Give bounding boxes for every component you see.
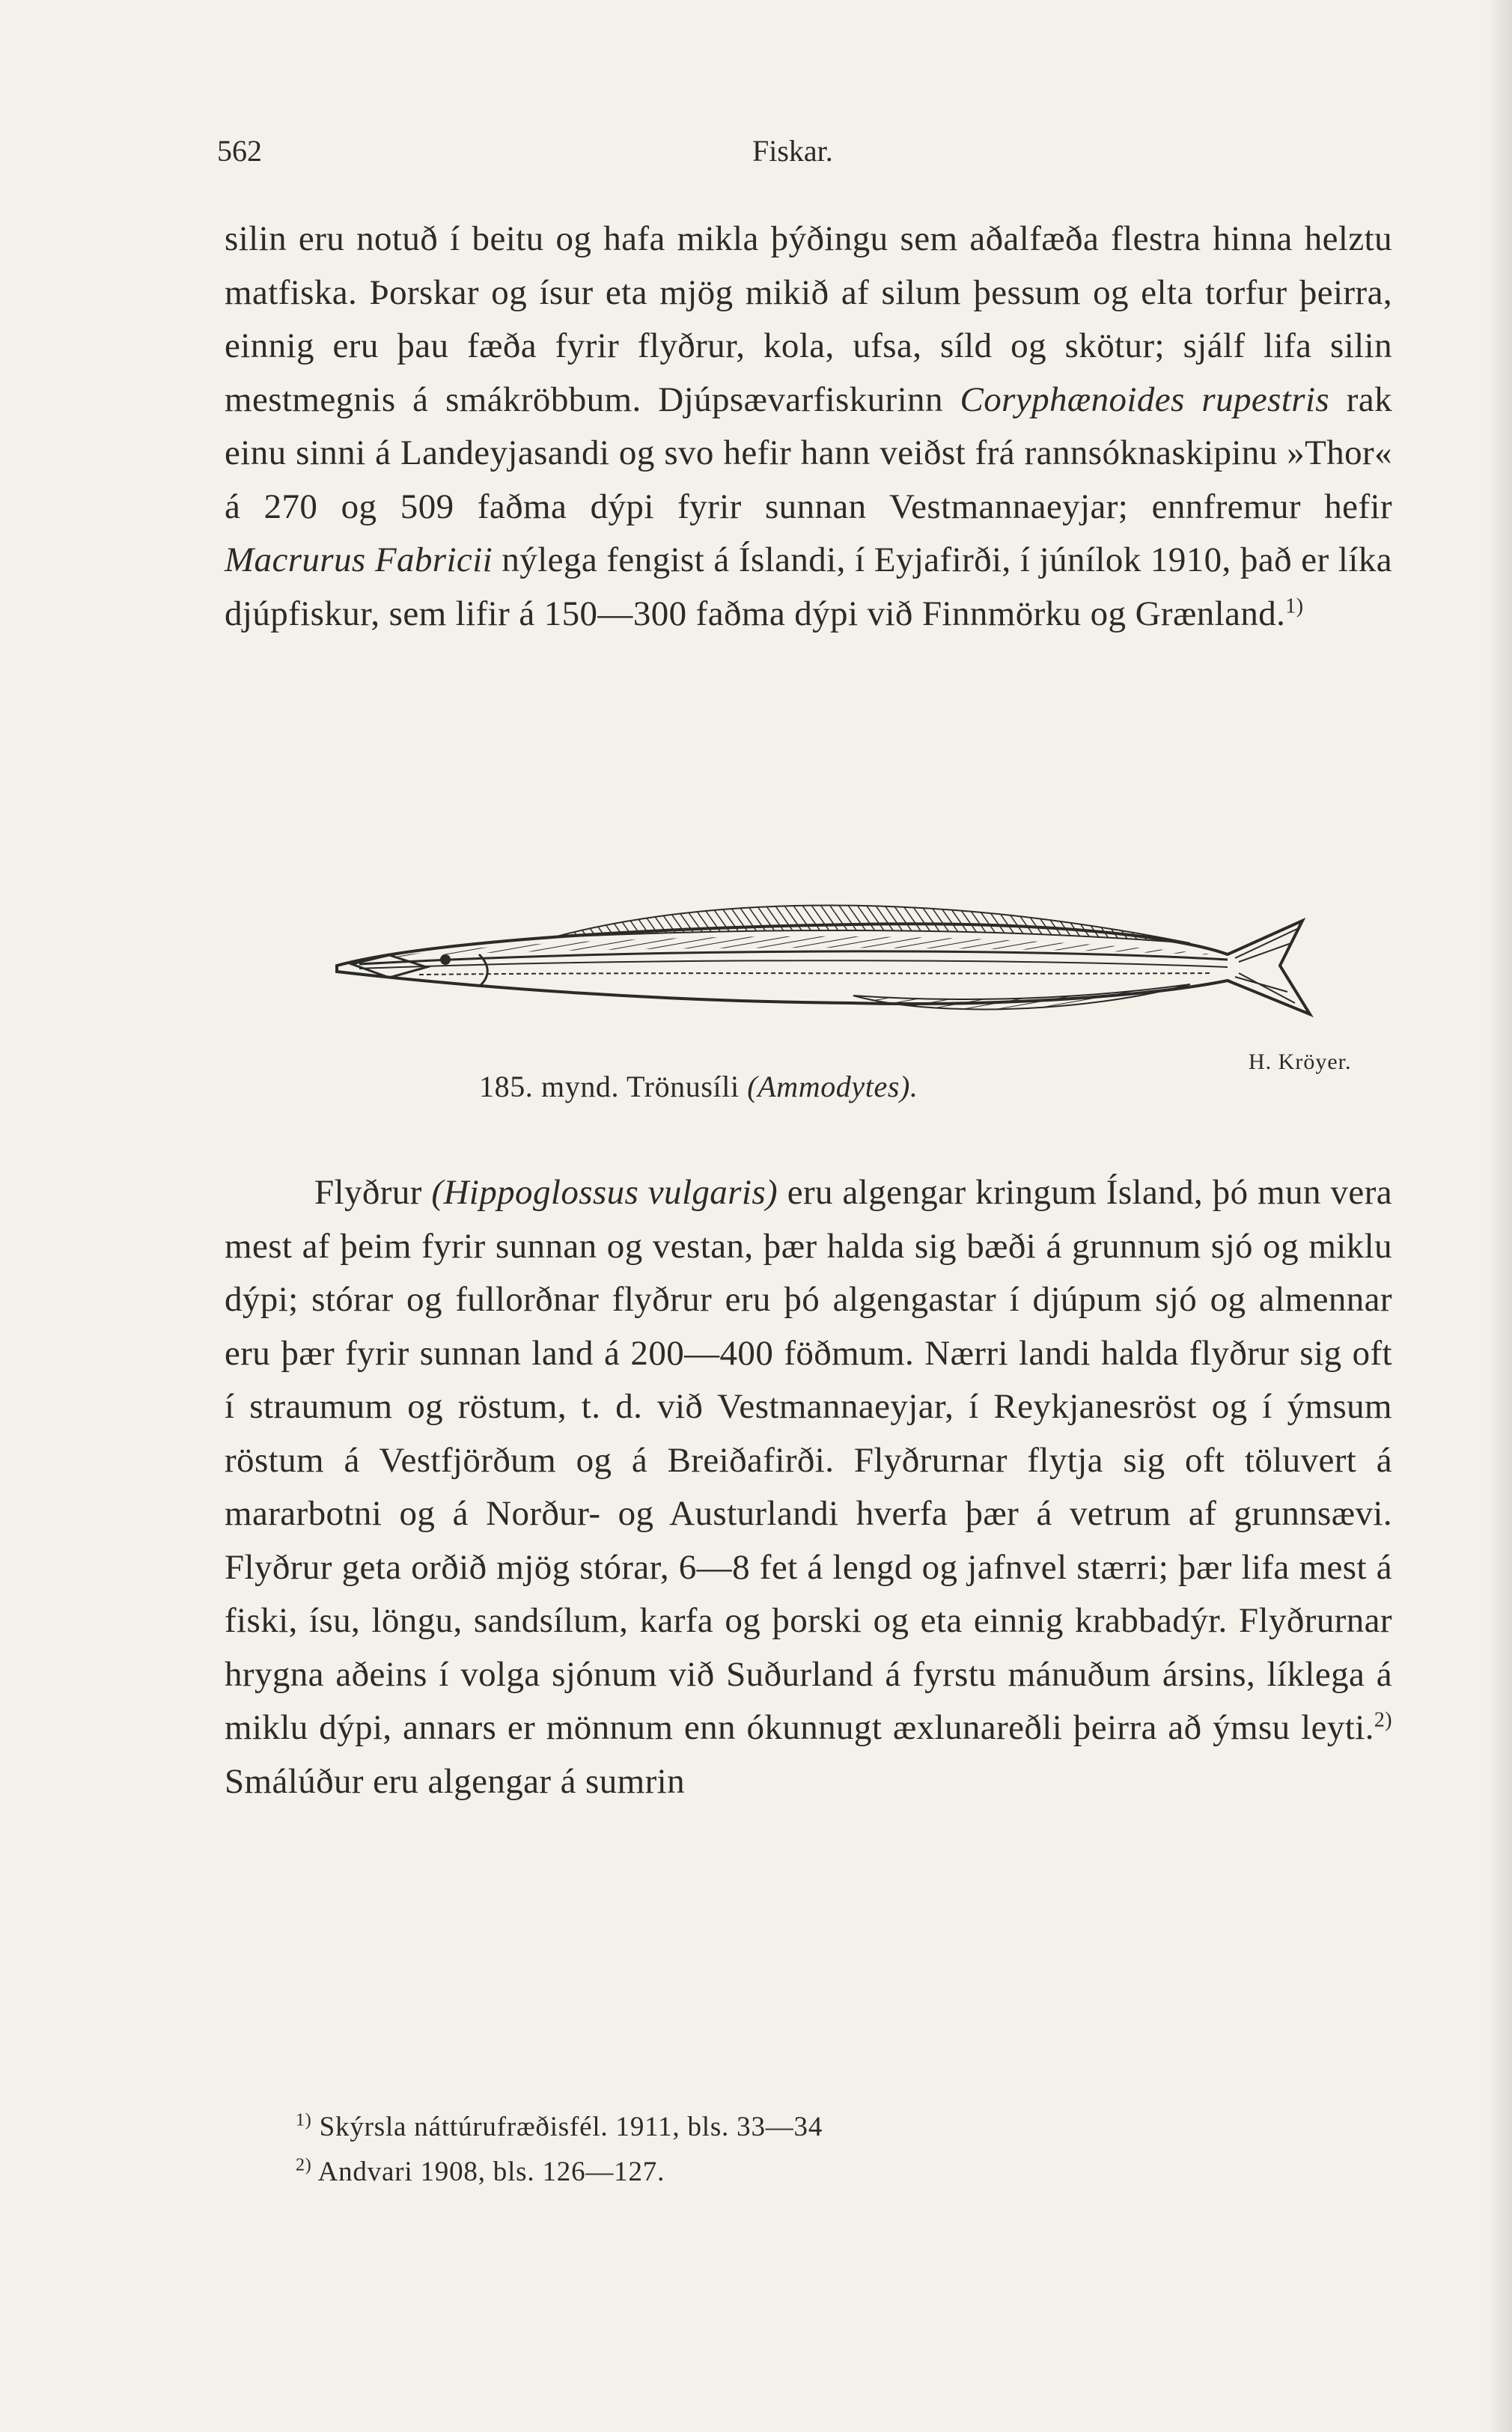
running-head: Fiskar. — [752, 134, 833, 168]
text-run: eru algengar kringum Ísland, þó mun vera mest af þeim fyrir sunnan og vestan, þær halda sig bæði á grunnum sjó og miklu dýpi; stórar og fullorðnar flyðrur eru þó algengastar í djúpum sjó og almennar eru þær fyrir sunnan land á 200—400 föðmum. Nærri landi halda flyðrur sig oft í straumum og röstum, t. d. við Vestmannaeyjar, í Reykjanesröst og í ýmsum röstum á Vestfjörðum og á Breiðafirði. Flyðrurnar flytja sig oft töluvert á mararbotni og á Norður- og Austurlandi hverfa þær á vetrum af grunnsævi. Flyðrur geta orðið mjög stórar, 6—8 fet á lengd og jafnvel stærri; þær lifa mest á fiski, ísu, löngu, sandsílum, karfa og þorski og eta einnig krabbadýr. Flyðrurnar hrygna aðeins í volga sjónum við Suðurland á fyrstu mánuðum ársins, líklega á miklu dýpi, annars er mönnum enn ókunnugt æxlunareðli þeirra að ýmsu leyti. — [225, 1173, 1393, 1747]
figure-credit: H. Kröyer. — [1249, 1049, 1352, 1074]
footnote — [296, 2150, 823, 2195]
sand-eel-illustration-icon — [329, 883, 1332, 1055]
page-edge-shadow — [1487, 0, 1512, 2432]
paragraph-sand-eels — [225, 213, 1392, 641]
footnote — [296, 2105, 823, 2150]
text-run: silin eru notuð í beitu og hafa mikla þýðingu sem aðalfæða flestra hinna helztu matfiska. Þorskar og ísur eta mjög mikið af silum þessum og elta torfur þeirra, einnig eru þau fæða fyrir flyðrur, kola, ufsa, síld og skötur; sjálf lifa silin mestmegnis á smákröbbum. Djúpsævarfiskurinn — [225, 219, 1392, 419]
figure-caption — [479, 1069, 918, 1104]
paragraph-halibut — [225, 1166, 1392, 1808]
footnote-ref: 2) — [1374, 1708, 1392, 1732]
text-run: Smálúður eru algengar á sumrin — [225, 1761, 685, 1801]
latin-name: Macrurus Fabricii — [225, 540, 493, 579]
footnote-ref: 1) — [1285, 594, 1304, 618]
page-number: 562 — [217, 134, 262, 168]
footnotes — [296, 2105, 823, 2195]
caption-number: 185. mynd. — [479, 1070, 620, 1103]
footnote-mark: 1) — [296, 2110, 312, 2130]
text-run: nýlega fengist á Íslandi, í Eyjafirði, í júnílok 1910, það er líka djúpfiskur, sem lifir á 150—300 faðma dýpi við Finnmörku og Grænland. — [225, 540, 1392, 633]
latin-name: Coryphænoides rupestris — [960, 380, 1330, 419]
footnote-text: Skýrsla náttúrufræðisfél. 1911, bls. 33—34 — [319, 2112, 823, 2142]
page-header — [217, 133, 1407, 178]
footnote-mark: 2) — [296, 2155, 312, 2175]
footnote-text: Andvari 1908, bls. 126—127. — [317, 2157, 665, 2187]
caption-latin: (Ammodytes). — [747, 1070, 918, 1103]
caption-name: Trönusíli — [627, 1070, 740, 1103]
latin-name: (Hippoglossus vulgaris) — [431, 1173, 778, 1212]
text-run: Flyðrur — [314, 1173, 432, 1212]
text-run: rak einu sinni á Landeyjasandi og svo hefir hann veiðst frá rannsóknaskipinu »Thor« á 270 og 509 faðma dýpi fyrir sunnan Vestmannaeyjar; ennfremur hefir — [225, 380, 1392, 526]
